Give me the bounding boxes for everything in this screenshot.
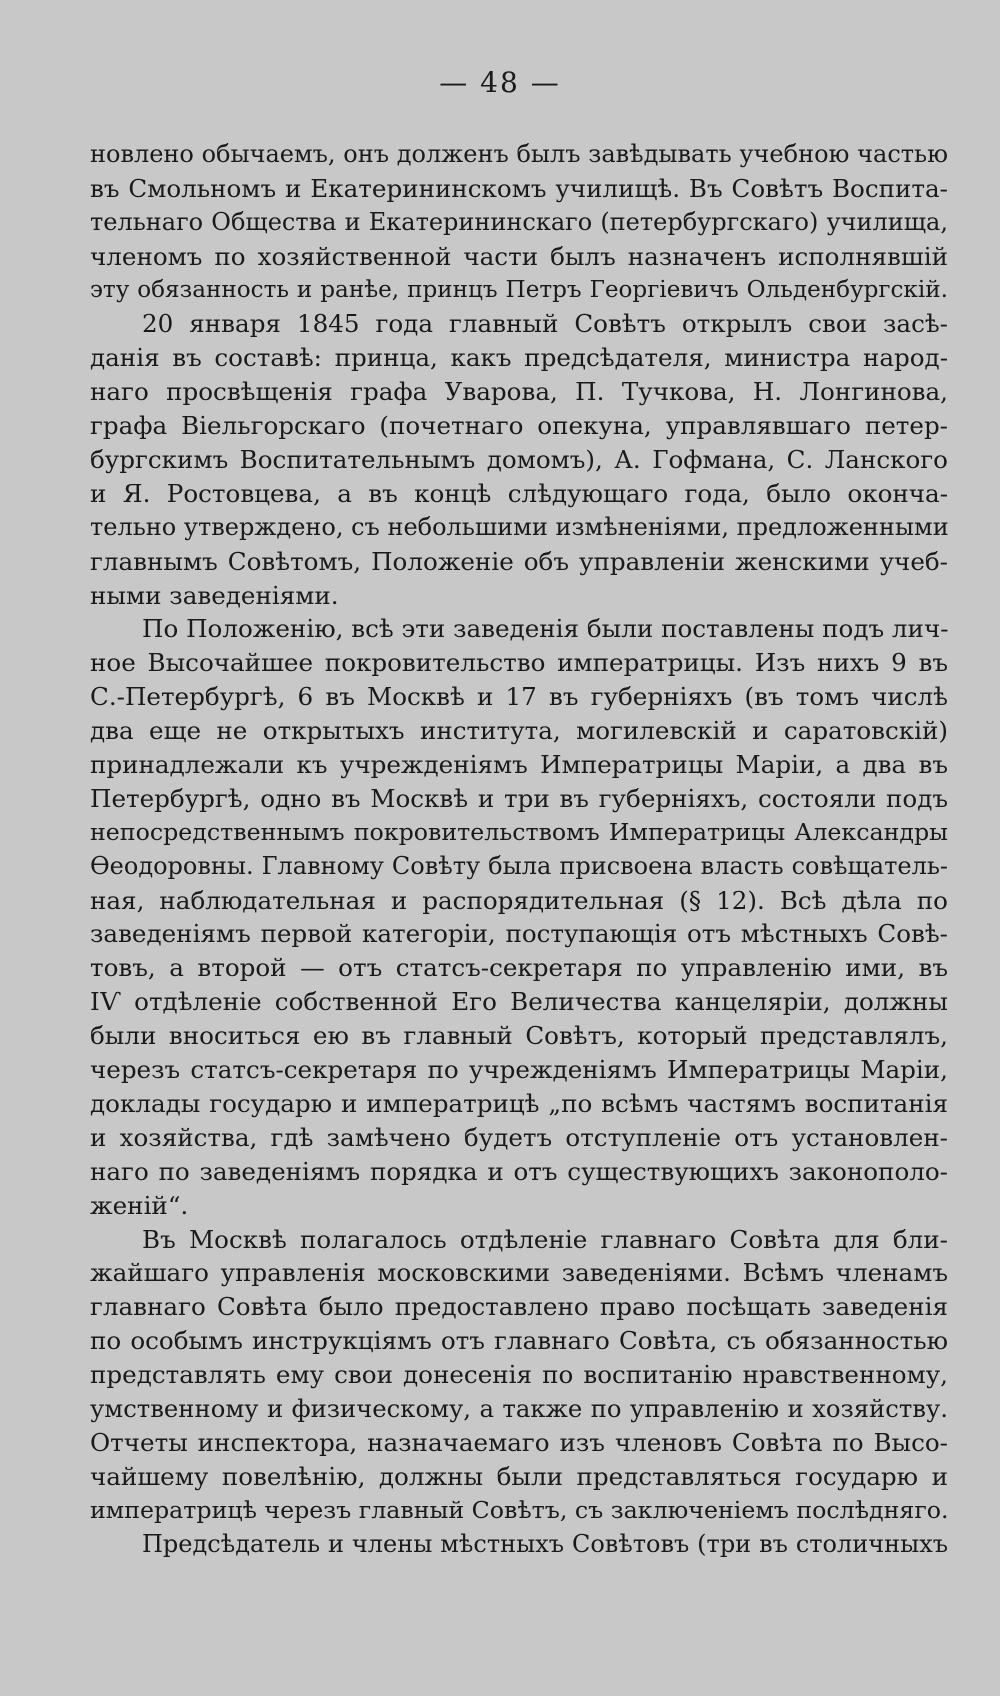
text-line: данія въ составѣ: принца, какъ предсѣдателя, министра народ- (90, 343, 948, 373)
text-line: Петербургѣ, одно въ Москвѣ и три въ губерніяхъ, состояли подъ (90, 783, 948, 813)
text-line: главнаго Совѣта было предоставлено право посѣщать заведенія (90, 1292, 948, 1322)
text-line: и Я. Ростовцева, а въ концѣ слѣдующаго года, было оконча- (90, 478, 948, 508)
text-line: Отчеты инспектора, назначаемаго изъ членовъ Совѣта по Высо- (90, 1427, 948, 1457)
text-line: По Положенію, всѣ эти заведенія были поставлены подъ лич- (142, 614, 949, 644)
text-line: въ Смольномъ и Екатерининскомъ училищѣ. Въ Совѣтъ Воспита- (90, 173, 948, 203)
text-line: ная, наблюдательная и распорядительная (§ 12). Всѣ дѣла по (90, 885, 948, 915)
paragraph (90, 1528, 948, 1562)
text-line: наго по заведеніямъ порядка и отъ существующихъ законополо- (90, 1156, 948, 1186)
text-line: женій“. (90, 1190, 189, 1220)
paragraph (90, 1223, 948, 1528)
text-line: умственному и физическому, а также по управленію и хозяйству. (90, 1393, 948, 1423)
text-line: 20 января 1845 года главный Совѣтъ открылъ свои засѣ- (142, 309, 948, 339)
text-line: доклады государю и императрицѣ „по всѣмъ частямъ воспитанія (90, 1088, 948, 1118)
text-line: эту обязанность и ранѣе, принцъ Петръ Георгіевичъ Ольденбургскій. (90, 276, 948, 303)
text-line: тельнаго Общества и Екатерининскаго (петербургскаго) училища, (90, 207, 948, 236)
text-line: IѴ отдѣленіе собственной Его Величества канцеляріи, должны (90, 987, 948, 1017)
text-line: бургскимъ Воспитательнымъ домомъ), А. Гофмана, С. Ланского (90, 445, 948, 475)
text-line: принадлежали къ учрежденіямъ Императрицы Маріи, а два въ (90, 750, 948, 780)
text-line: жайшаго управленія московскими заведеніями. Всѣмъ членамъ (90, 1258, 948, 1288)
text-line: чайшему повелѣнію, должны были представляться государю и (90, 1461, 948, 1491)
text-line: черезъ статсъ-секретаря по учрежденіямъ Императрицы Маріи, (90, 1055, 948, 1085)
text-line: членомъ по хозяйственной части былъ назначенъ исполнявшій (90, 241, 948, 271)
text-line: представлять ему свои донесенія по воспитанію нравственному, (90, 1360, 948, 1390)
paragraph (90, 612, 948, 1222)
text-line: по особымъ инструкціямъ отъ главнаго Совѣта, съ обязанностью (90, 1326, 948, 1356)
text-line: заведеніямъ первой категоріи, поступающія отъ мѣстныхъ Совѣ- (90, 919, 948, 949)
text-line: С.-Петербургѣ, 6 въ Москвѣ и 17 въ губерніяхъ (въ томъ числѣ (90, 682, 948, 712)
text-line: новлено обычаемъ, онъ долженъ былъ завѣдывать учебною частью (90, 140, 948, 168)
text-line: тельно утверждено, съ небольшими измѣненіями, предложенными (90, 512, 949, 541)
text-line: Ѳеодоровны. Главному Совѣту была присвоена власть совѣщатель- (90, 851, 948, 880)
text-line: наго просвѣщенія графа Уварова, П. Тучкова, Н. Лонгинова, (90, 377, 948, 407)
text-line: Въ Москвѣ полагалось отдѣленіе главнаго Совѣта для бли- (142, 1224, 948, 1254)
page-number: — 48 — (439, 66, 561, 99)
text-line: и хозяйства, гдѣ замѣчено будетъ отступленіе отъ установлен- (90, 1122, 948, 1152)
text-line: Предсѣдатель и члены мѣстныхъ Совѣтовъ (три въ столичныхъ (142, 1529, 948, 1558)
body-text (90, 138, 948, 1561)
paragraph (90, 307, 948, 612)
paragraph (90, 138, 948, 307)
text-line: непосредственнымъ покровительствомъ Императрицы Александры (90, 817, 948, 846)
text-line: ное Высочайшее покровительство императрицы. Изъ нихъ 9 въ (90, 648, 948, 678)
text-line: графа Віельгорскаго (почетнаго опекуна, управлявшаго петер- (90, 411, 948, 441)
text-line: ными заведеніями. (90, 580, 339, 610)
text-line: товъ, а второй — отъ статсъ-секретаря по управленію ими, въ (90, 953, 948, 983)
text-line: были вноситься ею въ главный Совѣтъ, который представлялъ, (90, 1021, 948, 1051)
text-line: главнымъ Совѣтомъ, Положеніе объ управленіи женскими учеб- (90, 546, 948, 576)
text-line: императрицѣ черезъ главный Совѣтъ, съ заключеніемъ послѣдняго. (90, 1495, 949, 1524)
text-line: два еще не открытыхъ института, могилевскій и саратовскій) (90, 716, 948, 746)
